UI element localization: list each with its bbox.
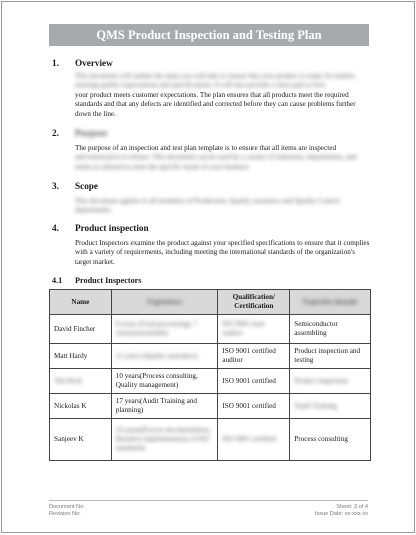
table-row	[50, 394, 371, 419]
section-title: Purpose	[75, 128, 108, 138]
footer-sheet: Sheet: 3 of 4	[336, 504, 368, 510]
cell-qualification: ISO 9001 certified	[218, 369, 290, 394]
purpose-redacted-text: and tested prior to release. This document can be used by a variety of industries, departments, and teams as tailored to meet the specific needs of your business.	[75, 153, 357, 171]
footer-issue-date: Issue Date: xx-xxx-xx	[314, 511, 368, 517]
purpose-text: The purpose of an inspection and test plan template is to ensure that all items are inspected	[75, 144, 337, 152]
cell-name: Matt Hardy	[50, 344, 112, 369]
section-number: 4.	[52, 223, 59, 233]
section-number: 2.	[52, 128, 59, 138]
section-heading-overview	[52, 58, 113, 68]
section-heading-product-inspection	[52, 223, 149, 233]
section-title: Scope	[75, 181, 98, 191]
document-page	[1, 1, 415, 533]
section-title: Product inspection	[75, 223, 149, 233]
header-expertise: Expertise domain	[290, 290, 371, 315]
cell-experience: 8 years (Food processing), 7 years(automobile)	[111, 315, 218, 344]
cell-name: Sanjeev K	[50, 419, 112, 461]
section-heading-purpose	[52, 128, 107, 138]
product-inspection-text: Product Inspectors examine the product against your specified specifications to ensure that it complies with a variety of requirements, including meeting the international standards of the organization's target market.	[75, 239, 370, 266]
table-row	[50, 419, 371, 461]
table-row	[50, 369, 371, 394]
footer-document-no: Document No:	[49, 504, 85, 510]
cell-expertise: Audit Training	[290, 394, 371, 419]
subsection-title: Product Inspectors	[75, 276, 142, 285]
cell-expertise: Product inspection and testing	[290, 344, 371, 369]
overview-paragraph	[75, 72, 373, 119]
page-footer	[49, 500, 368, 518]
table-row	[50, 344, 371, 369]
scope-paragraph	[75, 197, 373, 216]
cell-experience: 10 years(Process consulting, Quality management)	[111, 369, 218, 394]
overview-redacted-text: This document will outline the steps you will take to ensure that your product is ready for market, meeting quality expectations and specifications. It will also provide a clear path to how	[75, 72, 357, 90]
cell-qualification: ISO 9001 certified auditor	[218, 344, 290, 369]
cell-expertise: Semiconductor assembling	[290, 315, 371, 344]
cell-qualification: ISO 9001 certified	[218, 419, 290, 461]
product-inspection-paragraph	[75, 239, 373, 267]
footer-revision-no: Revision No:	[49, 511, 81, 517]
cell-qualification: ISO 9001 lead auditor	[218, 315, 290, 344]
scope-redacted-text: This document applies to all members of Production, Quality assurance and Quality Control departments.	[75, 197, 340, 215]
cell-name: Tim Brod	[50, 369, 112, 394]
inspectors-table	[49, 289, 371, 461]
header-experience: Experience	[111, 290, 218, 315]
table-row	[50, 315, 371, 344]
purpose-paragraph	[75, 144, 373, 172]
section-number: 1.	[52, 58, 59, 68]
section-title: Overview	[75, 58, 113, 68]
cell-expertise: Process consulting	[290, 419, 371, 461]
header-name: Name	[50, 290, 112, 315]
subsection-heading-product-inspectors	[52, 276, 141, 285]
document-title: QMS Product Inspection and Testing Plan	[49, 24, 369, 46]
cell-experience: 16 years(Process documentation, Business implementation of ISO standards)	[111, 419, 218, 461]
subsection-number: 4.1	[52, 276, 63, 285]
cell-experience: 11 years (Quality assurance)	[111, 344, 218, 369]
footer-left	[49, 504, 85, 518]
section-number: 3.	[52, 181, 59, 191]
section-heading-scope	[52, 181, 98, 191]
table-header-row	[50, 290, 371, 315]
overview-text: your product meets customer expectations. The plan ensures that all products meet the required standards and that any defects are identified and corrected before they can cause problems further down the line.	[75, 90, 356, 118]
cell-name: David Fincher	[50, 315, 112, 344]
cell-name: Nickolas K	[50, 394, 112, 419]
header-qualification: Qualification/ Certification	[218, 290, 290, 315]
cell-experience: 17 years(Audit Training and planning)	[111, 394, 218, 419]
cell-qualification: ISO 9001 certified	[218, 394, 290, 419]
footer-right	[315, 504, 368, 518]
cell-expertise: Product inspection	[290, 369, 371, 394]
